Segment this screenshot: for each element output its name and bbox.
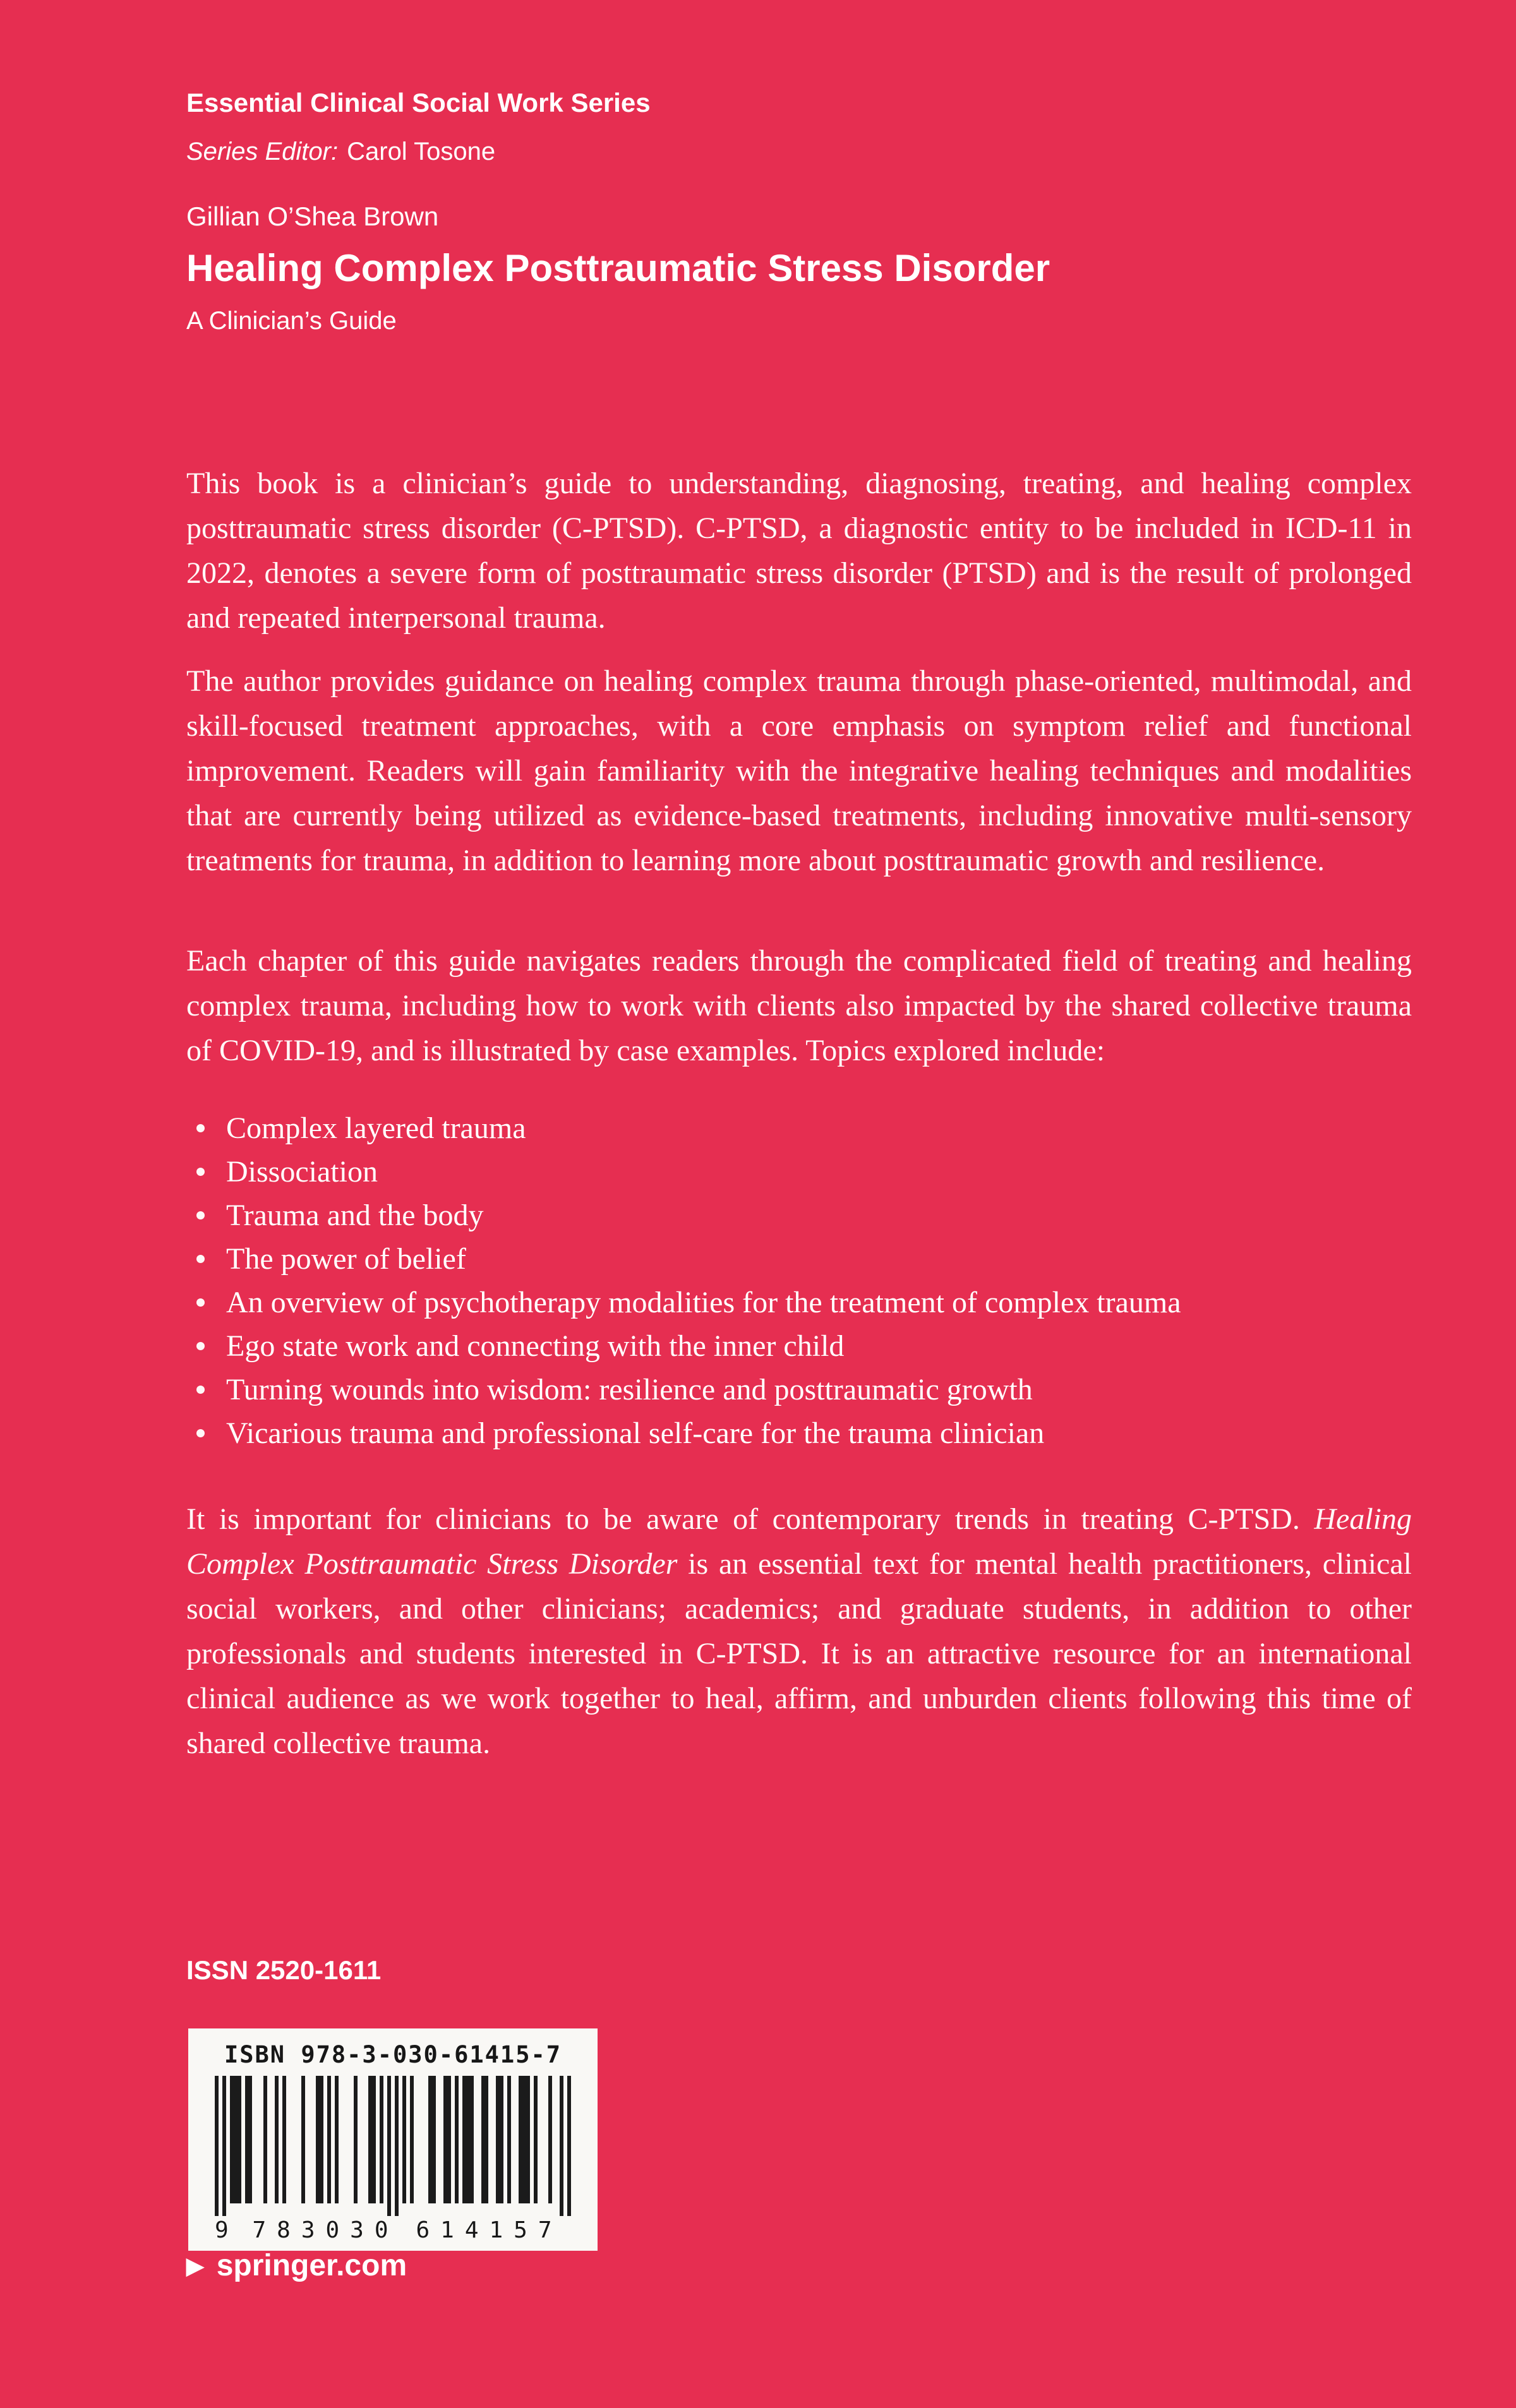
- topic-item: [186, 1194, 1412, 1237]
- topic-item: [186, 1150, 1412, 1194]
- description-paragraph-2: The author provides guidance on healing complex trauma through phase-oriented, multimodal, and skill-focused treatment approaches, with a core emphasis on symptom relief and functional improvement. Readers will gain familiarity with the integrative healing techniques and modalities that are currently being utilized as evidence-based treatments, including innovative multi-sensory treatments for trauma, in addition to learning more about posttraumatic growth and resilience.: [186, 664, 1412, 877]
- bullet-icon: [196, 1168, 205, 1176]
- bullet-icon: [196, 1124, 205, 1132]
- bullet-icon: [196, 1429, 205, 1437]
- description-paragraph-1: This book is a clinician’s guide to understanding, diagnosing, treating, and healing complex posttraumatic stress disorder (C-PTSD). C-PTSD, a diagnostic entity to be included in ICD-11 in 2022, denotes a severe form of posttraumatic stress disorder (PTSD) and is the result of prolonged and repeated interpersonal trauma.: [186, 467, 1412, 635]
- topics-list: [186, 1106, 1412, 1455]
- closing-book-title: Healing Complex Posttraumatic Stress Disorder: [186, 1502, 1412, 1581]
- topic-item: [186, 1281, 1412, 1324]
- topic-item: [186, 1324, 1412, 1368]
- book-title: Healing Complex Posttraumatic Stress Disorder: [186, 247, 1050, 289]
- series-editor-line: [186, 136, 495, 167]
- publisher-website: [186, 2248, 407, 2283]
- description-paragraph-3: Each chapter of this guide navigates readers through the complicated field of treating and healing complex trauma, including how to work with clients also impacted by the shared collective trauma of COVID-19, and is illustrated by case examples. Topics explored include:: [186, 944, 1412, 1067]
- topic-item: [186, 1106, 1412, 1150]
- triangle-arrow-icon: ▶: [186, 2252, 204, 2279]
- series-title: Essential Clinical Social Work Series: [186, 88, 651, 117]
- topic-item: [186, 1411, 1412, 1455]
- isbn-barcode-box: [188, 2028, 598, 2251]
- topic-label: Vicarious trauma and professional self-care for the trauma clinician: [226, 1417, 1045, 1450]
- barcode-bar: [567, 2076, 571, 2216]
- author-name: Gillian O’Shea Brown: [186, 201, 439, 231]
- topic-label: Trauma and the body: [226, 1199, 484, 1232]
- topic-label: The power of belief: [226, 1242, 466, 1276]
- barcode-digit-first: 9: [215, 2217, 229, 2243]
- topic-label: Turning wounds into wisdom: resilience and posttraumatic growth: [226, 1373, 1033, 1406]
- barcode-digit-group1: 783030: [252, 2217, 399, 2243]
- bullet-icon: [196, 1298, 205, 1307]
- book-subtitle: A Clinician’s Guide: [186, 307, 397, 335]
- barcode-digits: [215, 2217, 571, 2243]
- series-editor-name: Carol Tosone: [347, 138, 496, 165]
- bullet-icon: [196, 1342, 205, 1350]
- publisher-website-label: springer.com: [216, 2249, 407, 2282]
- closing-intro: It is important for clinicians to be aware of contemporary trends in treating C-PTSD.: [186, 1502, 1314, 1536]
- topic-label: Dissociation: [226, 1155, 378, 1189]
- topic-label: An overview of psychotherapy modalities for the treatment of complex trauma: [226, 1286, 1181, 1319]
- closing-rest: is an essential text for mental health practitioners, clinical social workers, and other clinicians; academics; and graduate students, in addition to other professionals and students interested in C-PTSD. It is an attractive resource for an international clinical audience as we work together to heal, affirm, and unburden clients following this time of shared collective trauma.: [186, 1547, 1412, 1760]
- ean13-barcode-icon: [215, 2076, 571, 2216]
- bullet-icon: [196, 1255, 205, 1263]
- topic-item: [186, 1368, 1412, 1411]
- bullet-icon: [196, 1211, 205, 1219]
- closing-paragraph: [186, 1497, 1412, 1766]
- topic-label: Ego state work and connecting with the inner child: [226, 1329, 845, 1363]
- bullet-icon: [196, 1386, 205, 1394]
- isbn-label: ISBN 978-3-030-61415-7: [224, 2041, 562, 2068]
- issn-line: ISSN 2520-1611: [186, 1955, 382, 1985]
- barcode-digit-group2: 614157: [416, 2217, 563, 2243]
- series-editor-label: Series Editor:: [186, 138, 339, 165]
- topic-label: Complex layered trauma: [226, 1111, 526, 1145]
- topic-item: [186, 1237, 1412, 1281]
